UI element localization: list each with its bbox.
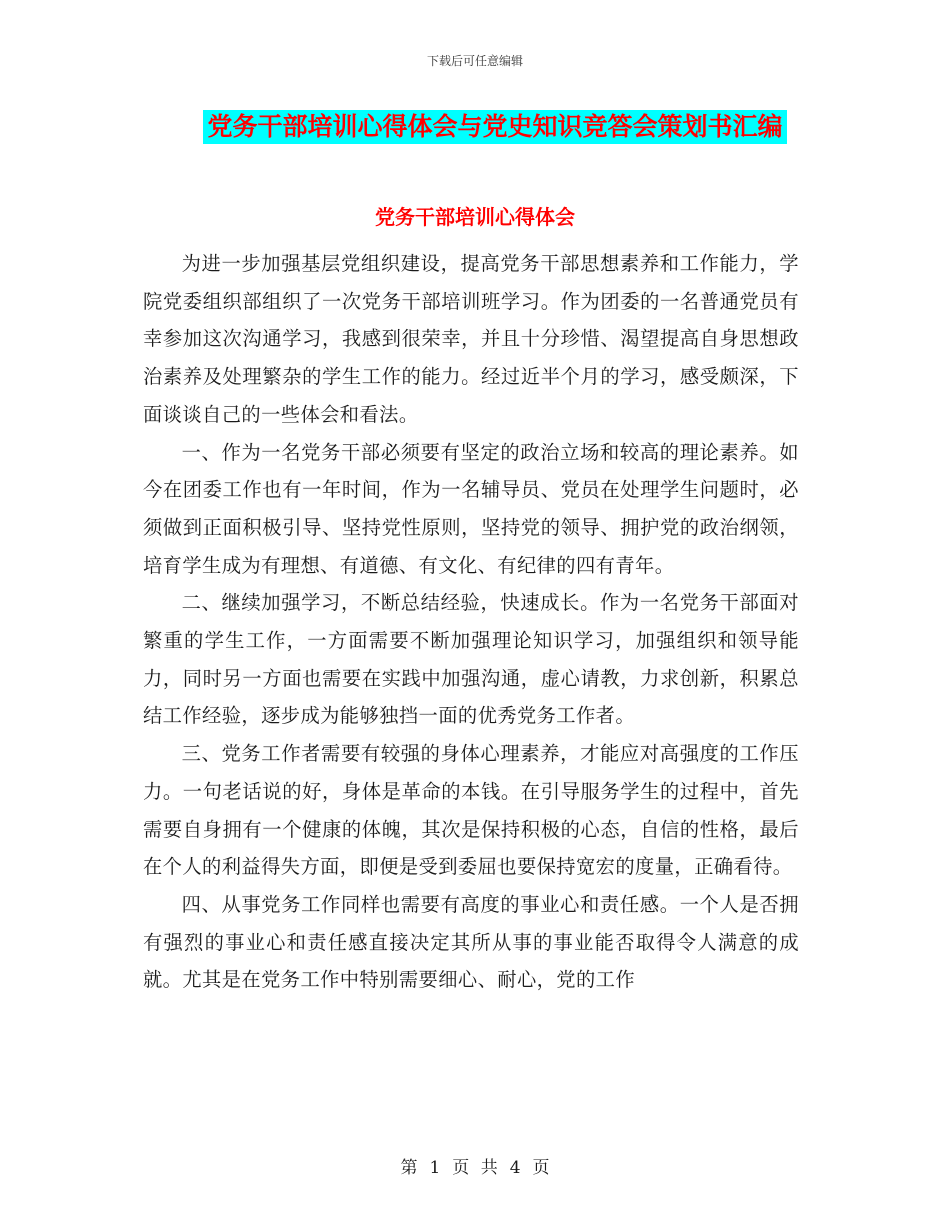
page-label-prefix: 第	[400, 1158, 418, 1178]
paragraph: 一、作为一名党务干部必须要有坚定的政治立场和较高的理论素养。如今在团委工作也有一年时间，作为一名辅导员、党员在处理学生问题时，必须做到正面积极引导、坚持党性原则，坚持党的领导、拥护党的政治纲领，培育学生成为有理想、有道德、有文化、有纪律的四有青年。	[143, 440, 799, 577]
section-title: 党务干部培训心得体会	[375, 205, 575, 229]
paragraph: 四、从事党务工作同样也需要有高度的事业心和责任感。一个人是否拥有强烈的事业心和责任感直接决定其所从事的事业能否取得令人满意的成就。尤其是在党务工作中特别需要细心、耐心，党的工作	[143, 892, 799, 992]
paragraph: 为进一步加强基层党组织建设，提高党务干部思想素养和工作能力，学院党委组织部组织了一次党务干部培训班学习。作为团委的一名普通党员有幸参加这次沟通学习，我感到很荣幸，并且十分珍惜、渴望提高自身思想政治素养及处理繁杂的学生工作的能力。经过近半个月的学习，感受颇深，下面谈谈自己的一些体会和看法。	[143, 252, 799, 426]
paragraph: 二、继续加强学习，不断总结经验，快速成长。作为一名党务干部面对繁重的学生工作，一方面需要不断加强理论知识学习，加强组织和领导能力，同时另一方面也需要在实践中加强沟通，虚心请教，力求创新，积累总结工作经验，逐步成为能够独挡一面的优秀党务工作者。	[143, 591, 799, 728]
document-body	[143, 245, 799, 999]
document-title: 党务干部培训心得体会与党史知识竞答会策划书汇编	[203, 110, 786, 144]
page-footer	[0, 1153, 950, 1178]
total-page-count: 4	[509, 1158, 521, 1178]
main-title-wrap	[0, 110, 950, 144]
paragraph: 三、党务工作者需要有较强的身体心理素养，才能应对高强度的工作压力。一句老话说的好，身体是革命的本钱。在引导服务学生的过程中，首先需要自身拥有一个健康的体魄，其次是保持积极的心态，自信的性格，最后在个人的利益得失方面，即便是受到委屈也要保持宽宏的度量，正确看待。	[143, 742, 799, 879]
current-page-number: 1	[429, 1158, 441, 1178]
page-label-mid: 页 共	[452, 1158, 498, 1178]
page-label-suffix: 页	[532, 1158, 550, 1178]
header-note: 下载后可任意编辑	[426, 54, 523, 68]
